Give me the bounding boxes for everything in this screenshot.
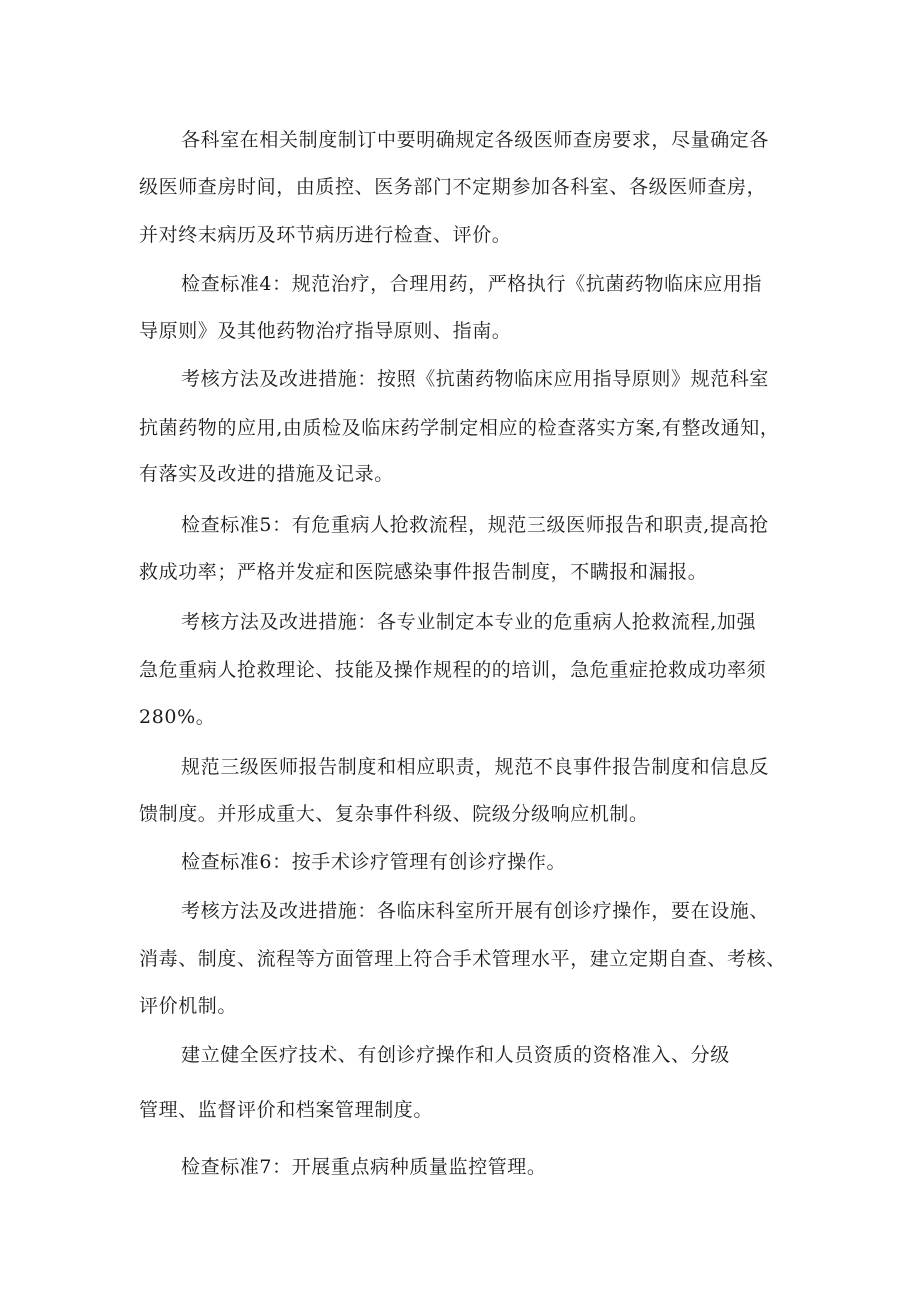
paragraph-line: 各科室在相关制度制订中要明确规定各级医师查房要求，尽量确定各 (181, 129, 770, 151)
paragraph-line: 评价机制。 (139, 995, 238, 1017)
paragraph-line: 抗菌药物的应用,由质检及临床药学制定相应的检查落实方案,有整改通知， (139, 417, 780, 439)
paragraph-line: 检查标准5：有危重病人抢救流程，规范三级医师报告和职责,提高抢 (181, 514, 769, 536)
paragraph-line: 检查标准6：按手术诊疗管理有创诊疗操作。 (181, 851, 567, 873)
paragraph-line: 管理、监督评价和档案管理制度。 (139, 1099, 434, 1121)
paragraph-line: 救成功率；严格并发症和医院感染事件报告制度，不瞒报和漏报。 (139, 561, 708, 583)
paragraph-line: 考核方法及改进措施：各临床科室所开展有创诊疗操作，要在设施、 (181, 900, 770, 922)
paragraph-line: 有落实及改进的措施及记录。 (139, 463, 394, 485)
paragraph-line: 规范三级医师报告制度和相应职责，规范不良事件报告制度和信息反 (181, 756, 770, 778)
paragraph-line: 并对终末病历及环节病历进行检查、评价。 (139, 224, 512, 246)
paragraph-line: 考核方法及改进措施：按照《抗菌药物临床应用指导原则》规范科室 (181, 368, 770, 390)
paragraph-line: 馈制度。并形成重大、复杂事件科级、院级分级响应机制。 (139, 803, 649, 825)
paragraph-line: 检查标准7：开展重点病种质量监控管理。 (181, 1156, 547, 1178)
paragraph-line: 检查标准4：规范治疗，合理用药，严格执行《抗菌药物临床应用指 (181, 273, 763, 295)
paragraph-line: 280%。 (139, 706, 216, 728)
paragraph-line: 级医师查房时间，由质控、医务部门不定期参加各科室、各级医师查房， (139, 176, 767, 198)
paragraph-line: 考核方法及改进措施：各专业制定本专业的危重病人抢救流程,加强 (181, 611, 757, 633)
paragraph-line: 消毒、制度、流程等方面管理上符合手术管理水平，建立定期自查、考核、 (139, 948, 786, 970)
paragraph-line: 急危重病人抢救理论、技能及操作规程的的培训，急危重症抢救成功率须 (139, 659, 767, 681)
paragraph-line: 建立健全医疗技术、有创诊疗操作和人员资质的资格准入、分级 (181, 1044, 730, 1066)
paragraph-line: 导原则》及其他药物治疗指导原则、指南。 (139, 320, 512, 342)
